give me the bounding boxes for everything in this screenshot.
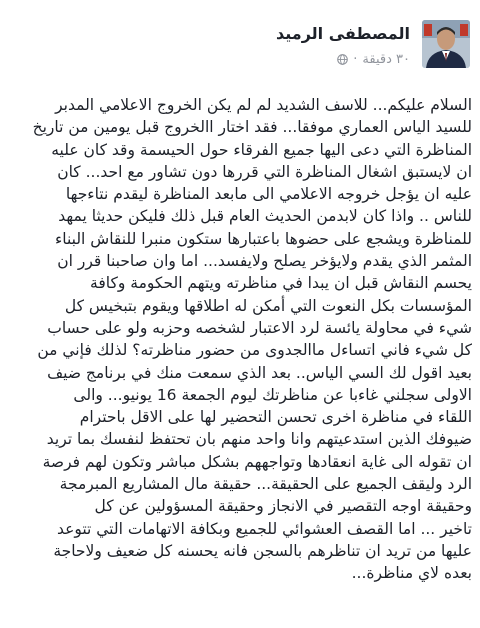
post-body (8, 94, 472, 585)
post-body-line: السلام عليكم... للاسف الشديد لم لم يكن الخروج الاعلامي المدبر (55, 96, 472, 114)
post-body-line: وحقيقة اوجه التقصير في الانجاز وحقيقة المسؤولين عن كل (94, 497, 472, 516)
post-body-line: شيء في محاولة يائسة لرد الاعتبار لشخصه وحزبه ولو على حساب (47, 318, 472, 337)
post-body-line: المثمر الذي يقدم ولايؤخر يصلح ولايفسد... اما وان صاحبنا قرر ان (57, 252, 472, 271)
post-body-line: ضيوفك الذين استدعيتهم وانا واحد منهم بان تحتفظ لنفسك بما تريد (46, 430, 472, 449)
post-body-line: الاولى سجلني غاءبا عن مناظرتك ليوم الجمعة 16 يونيو... والى (73, 385, 472, 404)
meta-separator: · (353, 52, 358, 67)
globe-icon (337, 54, 348, 65)
post-body-line: عليه ان يؤجل خروجه الاعلامي الى مابعد المناظرة ليقدم نتاءجها (65, 185, 472, 204)
post-body-line: يحسم النقاش قبل ان يبدا في مناظرته ويتهم الحكومة وكافة (90, 274, 472, 293)
post-body-line: كل شيء فاني اتساءل ماالجدوى من حضور مناظرته؟ لذلك فإني من (37, 341, 472, 360)
post-body-line: ان تقوله الى غاية انعقادها وتواجههم بشكل مباشر وتكون لهم فرصة (42, 452, 472, 471)
post-body-line: للناس .. واذا كان لابدمن الحديث العام قبل ذلك فليكن حديثا يمهد (58, 207, 472, 226)
post-body-line: للمناظرة ويشجع على حضوها باعتبارها ستكون منبرا للنقاش البناء (54, 229, 472, 248)
post-body-line: اللقاء في مناظرة اخرى تحسن التحضير لها على الاقل باحترام (79, 408, 472, 427)
post-body-line: تاخير ... اما القصف العشوائي للجميع وبكافة الاتهامات التي تتوعد (56, 519, 472, 538)
post-body-line: بعيد اقول لك السي الياس.. بعد الذي سمعت منك في برنامج ضيف (47, 363, 472, 382)
post-header (0, 0, 480, 92)
post-meta (337, 52, 410, 67)
profile-photo-icon (422, 20, 470, 68)
post-body-line: ان لايستبق اشغال المناظرة التي قررها دون تشاور مع احد... كان (57, 162, 472, 181)
post-body-line: المؤسسات بكل النعوت التي أمكن له اطلاقها ويقوم بتبخيس كل (64, 296, 472, 315)
author-avatar[interactable] (422, 20, 470, 68)
post-body-line: عليها من تريد ان تناظرهم بالسجن فانه يحسنه كل ضعيف ولاحاجة (53, 541, 472, 560)
timestamp[interactable]: ٣٠ دقيقة (362, 52, 410, 67)
author-name[interactable]: المصطفى الرميد (276, 24, 410, 43)
post-body-line: للسيد الياس العماري موفقا... فقد اختار االخروج قبل يومين من تاريخ (32, 118, 472, 137)
post-body-line: المناظرة التي دعى اليها جميع الفرقاء حول الحيسمة وقد كان عليه (51, 140, 472, 159)
post-body-line: بعده لاي مناظرة... (351, 564, 472, 583)
post-body-line: الرد وليقف الجميع على الحقيقة... حقيقة مال المشاريع المبرمجة (59, 475, 472, 494)
